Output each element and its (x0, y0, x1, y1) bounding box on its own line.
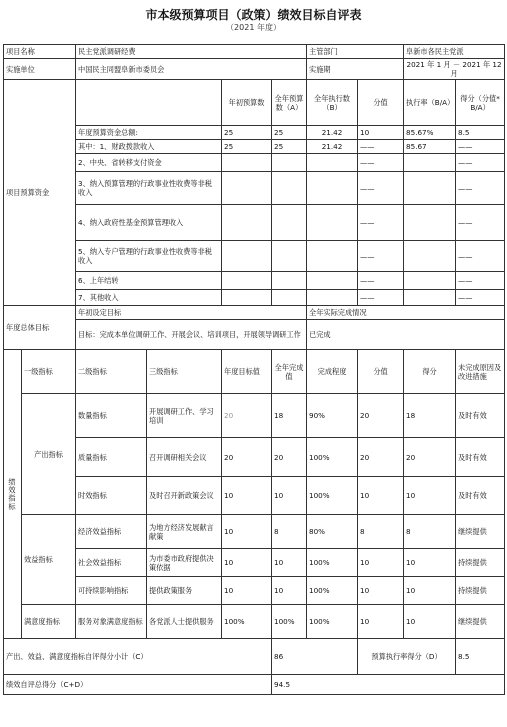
goals-actual-text: 已完成 (307, 320, 505, 350)
indicator-lvl3: 为地方经济发展献言献策 (147, 515, 222, 549)
indicator-row (4, 477, 505, 515)
budget-row-score: 10 (358, 126, 404, 140)
budget-row-label: 其中：1、财政拨款收入 (76, 140, 222, 154)
indicator-score: 8 (358, 515, 404, 549)
goals-label: 年度总体目标 (4, 306, 76, 350)
indicator-target: 10 (222, 549, 272, 577)
dept-value: 阜新市各民主党派 (404, 45, 505, 59)
total-label: 绩效自评总得分（C+D） (4, 675, 272, 695)
budget-row-start (222, 290, 272, 306)
indicator-header-degree: 完成程度 (307, 350, 358, 394)
subtotal-value: 86 (272, 639, 358, 675)
budget-row-full: 25 (272, 126, 307, 140)
indicator-row (4, 549, 505, 577)
budget-row-exec (307, 172, 358, 205)
unit-label: 实施单位 (4, 59, 76, 80)
budget-section-label: 项目预算资金 (4, 80, 76, 306)
budget-header-exec: 全年执行数（B） (307, 80, 358, 126)
subtotal-row (4, 639, 505, 675)
page-title: 市本级预算项目（政策）绩效目标自评表 (145, 8, 362, 22)
exec-rate-value: 8.5 (456, 639, 505, 675)
budget-row-exec (307, 290, 358, 306)
indicator-actual: 18 (272, 394, 307, 438)
budget-row-full (272, 172, 307, 205)
budget-row-points: —— (456, 140, 505, 154)
indicator-reason: 持续提供 (456, 549, 505, 577)
budget-row-label: 年度预算资金总额: (76, 126, 222, 140)
budget-row-points: —— (456, 205, 505, 241)
budget-row (4, 154, 505, 172)
project-name-label: 项目名称 (4, 45, 76, 59)
indicator-actual: 10 (272, 577, 307, 605)
budget-row-full (272, 272, 307, 290)
indicator-score: 20 (358, 394, 404, 438)
budget-row-start (222, 241, 272, 272)
budget-row-score: —— (358, 241, 404, 272)
indicator-header-row (4, 350, 505, 394)
indicator-actual: 10 (272, 549, 307, 577)
indicator-reason: 持续提供 (456, 577, 505, 605)
budget-row-points: 8.5 (456, 126, 505, 140)
indicator-lvl2: 时效指标 (76, 477, 147, 515)
indicator-score: 10 (358, 477, 404, 515)
indicator-target: 10 (222, 577, 272, 605)
budget-row-label: 5、纳入专户管理的行政事业性收费等非税收入 (76, 241, 222, 272)
budget-header-points: 得分（分值*B/A） (456, 80, 505, 126)
indicator-reason: 及时有效 (456, 477, 505, 515)
budget-row-points: —— (456, 172, 505, 205)
budget-row-score: —— (358, 272, 404, 290)
indicator-degree: 100% (307, 438, 358, 477)
budget-row-full (272, 241, 307, 272)
project-name-value: 民主党派调研经费 (76, 45, 307, 59)
indicator-points: 10 (404, 605, 456, 639)
budget-row-exec (307, 272, 358, 290)
budget-row-score: —— (358, 172, 404, 205)
indicator-lvl3: 召开调研相关会议 (147, 438, 222, 477)
indicator-lvl2: 数量指标 (76, 394, 147, 438)
budget-header-row (4, 80, 505, 126)
indicator-reason: 继续提供 (456, 515, 505, 549)
goals-content-row (4, 320, 505, 350)
indicator-reason: 及时有效 (456, 438, 505, 477)
evaluation-table (3, 44, 505, 695)
indicator-actual: 10 (272, 477, 307, 515)
indicator-points: 10 (404, 577, 456, 605)
indicator-target: 20 (222, 394, 272, 438)
dept-label: 主管部门 (307, 45, 404, 59)
budget-row-label: 4、纳入政府性基金预算管理收入 (76, 205, 222, 241)
indicator-lvl3: 各党派人士提供服务 (147, 605, 222, 639)
budget-row-score: —— (358, 205, 404, 241)
indicator-score: 20 (358, 438, 404, 477)
goals-header-row (4, 306, 505, 320)
info-row-2 (4, 59, 505, 80)
budget-row-exec: 21.42 (307, 126, 358, 140)
indicator-points: 20 (404, 438, 456, 477)
indicator-degree: 100% (307, 549, 358, 577)
indicator-row (4, 605, 505, 639)
budget-row-rate (404, 272, 456, 290)
indicator-target: 20 (222, 438, 272, 477)
budget-row-rate (404, 290, 456, 306)
budget-header-score: 分值 (358, 80, 404, 126)
indicator-row (4, 394, 505, 438)
indicator-header-lvl1: 一级指标 (22, 350, 76, 394)
indicator-degree: 100% (307, 605, 358, 639)
budget-row-label: 2、中央、省转移支付资金 (76, 154, 222, 172)
exec-rate-label: 预算执行率得分（D） (358, 639, 456, 675)
indicator-points: 10 (404, 549, 456, 577)
budget-row (4, 205, 505, 241)
budget-row-score: —— (358, 290, 404, 306)
budget-row-full (272, 154, 307, 172)
unit-value: 中国民主同盟阜新市委员会 (76, 59, 307, 80)
budget-row-start (222, 154, 272, 172)
budget-row-full (272, 205, 307, 241)
goals-initial-header: 年初设定目标 (76, 306, 307, 320)
indicator-points: 10 (404, 477, 456, 515)
budget-row-rate (404, 241, 456, 272)
budget-header-full: 全年预算数（A） (272, 80, 307, 126)
budget-header-rate: 执行率（B/A） (404, 80, 456, 126)
indicator-header-actual: 全年完成值 (272, 350, 307, 394)
indicator-lvl3: 提供政策服务 (147, 577, 222, 605)
period-value: 2021 年 1 月 － 2021 年 12 月 (404, 59, 505, 80)
budget-row-label: 6、上年结转 (76, 272, 222, 290)
indicator-points: 8 (404, 515, 456, 549)
indicator-actual: 100% (272, 605, 307, 639)
indicator-target: 10 (222, 515, 272, 549)
budget-row-points: —— (456, 154, 505, 172)
budget-row (4, 126, 505, 140)
budget-row-full: 25 (272, 140, 307, 154)
budget-row-start: 25 (222, 126, 272, 140)
indicator-score: 10 (358, 605, 404, 639)
indicator-lvl2: 社会效益指标 (76, 549, 147, 577)
budget-row-start (222, 272, 272, 290)
indicator-lvl2: 可持续影响指标 (76, 577, 147, 605)
indicator-lvl1: 效益指标 (22, 515, 76, 605)
info-row-1 (4, 45, 505, 59)
budget-row-start (222, 172, 272, 205)
indicator-row (4, 515, 505, 549)
budget-row (4, 140, 505, 154)
indicator-lvl2: 经济效益指标 (76, 515, 147, 549)
indicator-row (4, 577, 505, 605)
indicator-points: 18 (404, 394, 456, 438)
indicator-score: 10 (358, 577, 404, 605)
budget-row (4, 172, 505, 205)
budget-row-points: —— (456, 272, 505, 290)
period-label: 实施期 (307, 59, 404, 80)
budget-row-points: —— (456, 290, 505, 306)
budget-row-rate (404, 205, 456, 241)
budget-row-exec: 21.42 (307, 140, 358, 154)
budget-row-rate: 85.67 (404, 140, 456, 154)
indicator-header-lvl2: 二级指标 (76, 350, 147, 394)
budget-row (4, 290, 505, 306)
indicator-degree: 100% (307, 477, 358, 515)
indicator-lvl2: 质量指标 (76, 438, 147, 477)
indicator-header-score: 分值 (358, 350, 404, 394)
budget-row-rate (404, 172, 456, 205)
budget-row-score: —— (358, 140, 404, 154)
budget-row-points: —— (456, 241, 505, 272)
budget-row-label: 3、纳入预算管理的行政事业性收费等非税收入 (76, 172, 222, 205)
goals-initial-text: 目标：完成本单位调研工作、开展会议、培训项目，开展领导调研工作 (76, 320, 307, 350)
indicator-header-points: 得分 (404, 350, 456, 394)
budget-header-start: 年初预算数 (222, 80, 272, 126)
page-subtitle: （2021 年度） (226, 23, 281, 32)
budget-row (4, 272, 505, 290)
indicator-lvl1: 产出指标 (22, 394, 76, 515)
indicator-actual: 20 (272, 438, 307, 477)
budget-row-exec (307, 154, 358, 172)
indicator-lvl3: 为市委市政府提供决策依据 (147, 549, 222, 577)
budget-row-exec (307, 205, 358, 241)
total-value: 94.5 (272, 675, 505, 695)
indicator-target: 100% (222, 605, 272, 639)
indicator-lvl3: 及时召开新政策会议 (147, 477, 222, 515)
indicator-lvl2: 服务对象满意度指标 (76, 605, 147, 639)
indicator-reason: 及时有效 (456, 394, 505, 438)
budget-row-start: 25 (222, 140, 272, 154)
indicator-lvl3: 开展调研工作、学习培训 (147, 394, 222, 438)
budget-row-rate (404, 154, 456, 172)
budget-row (4, 241, 505, 272)
budget-row-full (272, 290, 307, 306)
indicator-target: 10 (222, 477, 272, 515)
indicator-actual: 8 (272, 515, 307, 549)
budget-row-rate: 85.67% (404, 126, 456, 140)
indicator-degree: 90% (307, 394, 358, 438)
goals-actual-header: 全年实际完成情况 (307, 306, 505, 320)
budget-row-score: —— (358, 154, 404, 172)
indicator-header-reason: 未完成原因及改进措施 (456, 350, 505, 394)
indicator-header-target: 年度目标值 (222, 350, 272, 394)
indicator-lvl1: 满意度指标 (22, 605, 76, 639)
indicator-header-lvl3: 三级指标 (147, 350, 222, 394)
indicator-degree: 80% (307, 515, 358, 549)
indicator-score: 10 (358, 549, 404, 577)
total-row (4, 675, 505, 695)
indicator-row (4, 438, 505, 477)
indicators-side-label: 绩效指标 (4, 350, 22, 639)
budget-row-label: 7、其他收入 (76, 290, 222, 306)
indicator-degree: 100% (307, 577, 358, 605)
budget-row-start (222, 205, 272, 241)
subtotal-label: 产出、效益、满意度指标自评得分小计（C） (4, 639, 272, 675)
indicator-reason: 继续提供 (456, 605, 505, 639)
budget-row-exec (307, 241, 358, 272)
